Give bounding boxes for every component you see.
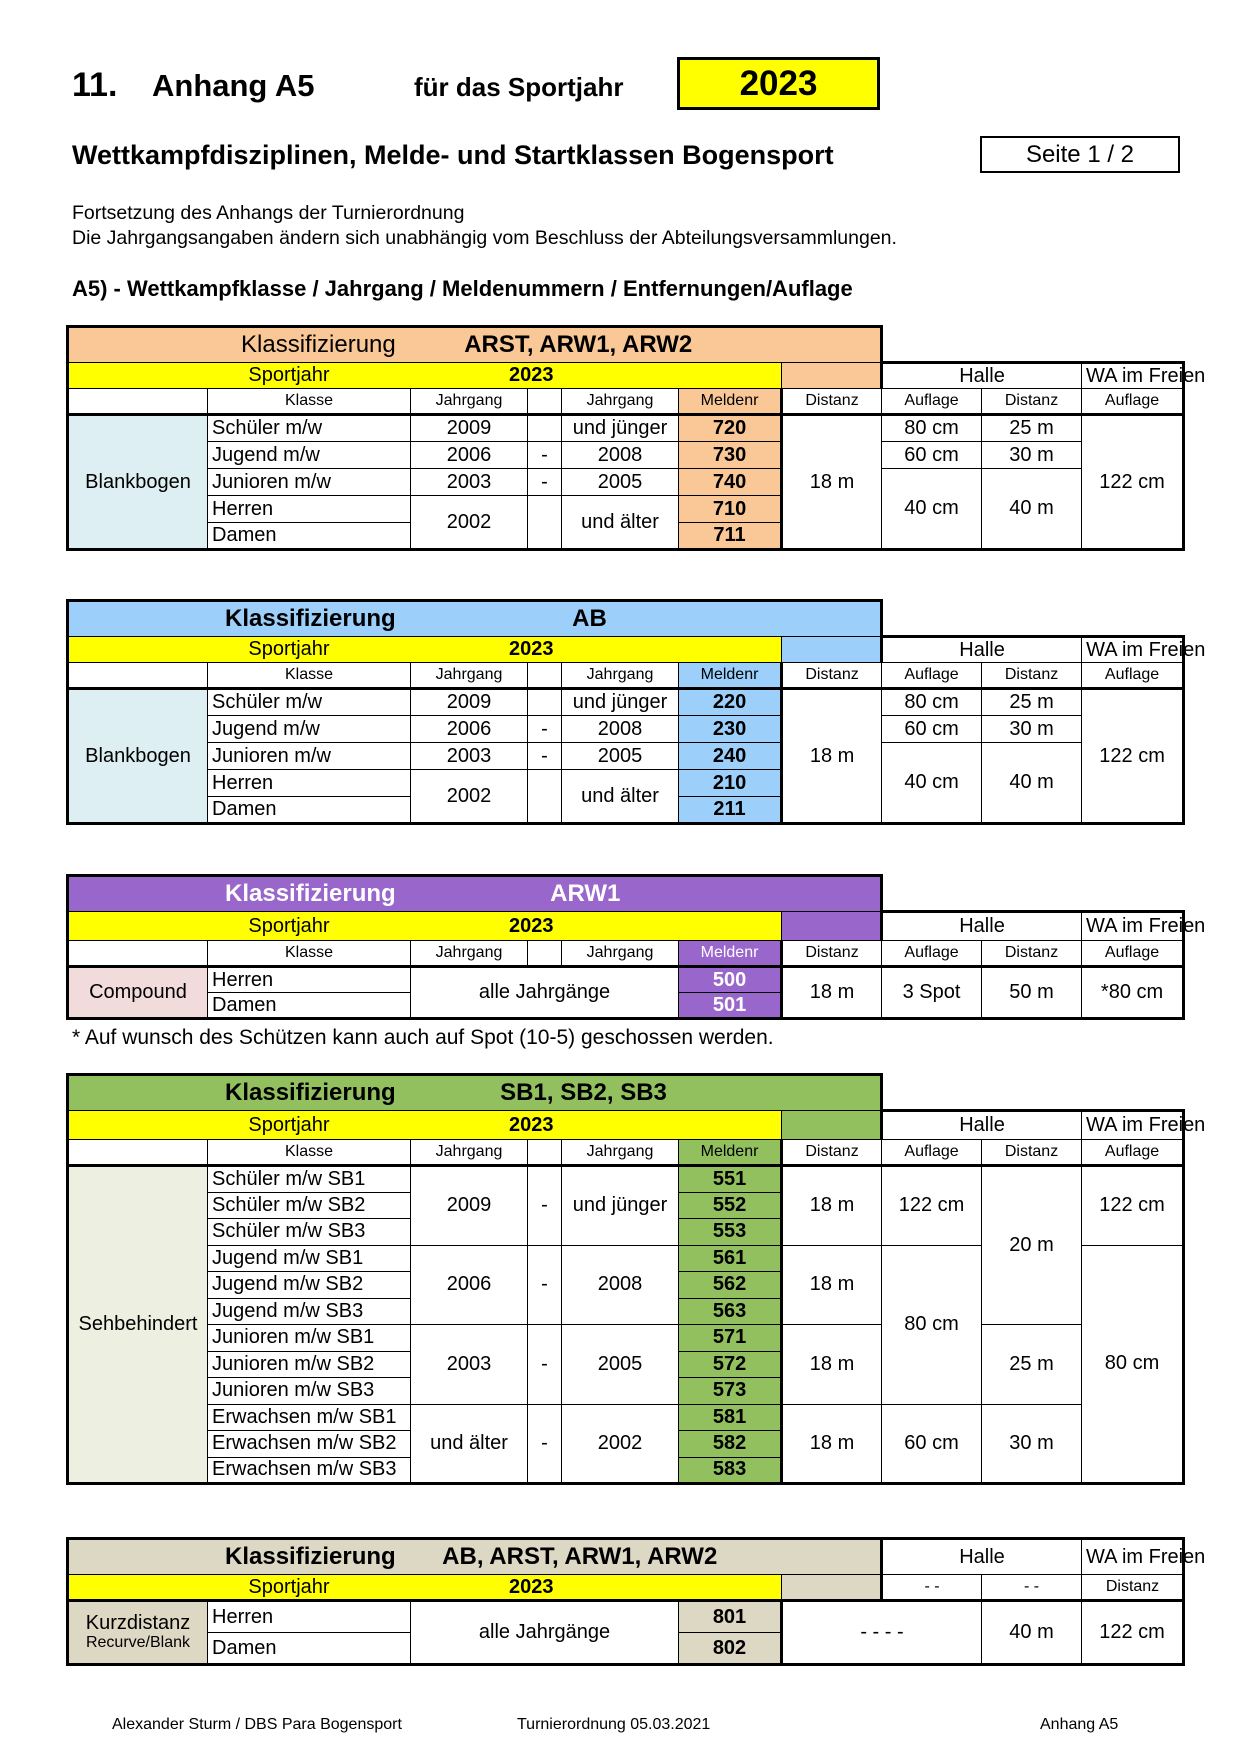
- klasse-cell: Damen: [208, 523, 411, 550]
- sportjahr-row: Sportjahr 2023: [68, 1111, 782, 1140]
- col-distanz: Distanz: [782, 663, 882, 689]
- classification-label: Klassifizierung: [225, 1543, 396, 1570]
- wa-auflage: 122 cm: [1082, 1166, 1184, 1246]
- halle-distanz: 18 m: [782, 1166, 882, 1246]
- col-auflage: Auflage: [1082, 663, 1184, 689]
- category-cell: Blankbogen: [68, 689, 208, 824]
- wa-distanz: 40 m: [982, 743, 1082, 824]
- halle-header: Halle: [882, 1111, 1082, 1140]
- klasse-cell: Schüler m/w SB1: [208, 1166, 411, 1193]
- jahrgang-cell: 2003: [411, 1325, 528, 1405]
- wa-distanz: 30 m: [982, 442, 1082, 469]
- klasse-cell: Junioren m/w: [208, 469, 411, 496]
- col-klasse: Klasse: [208, 1140, 411, 1166]
- jahrgang-cell: 2003: [411, 469, 528, 496]
- wa-distanz: 40 m: [982, 1601, 1082, 1665]
- meldenr-cell: 210: [679, 770, 782, 797]
- klasse-cell: Erwachsen m/w SB3: [208, 1457, 411, 1484]
- meldenr-cell: 240: [679, 743, 782, 770]
- jahrgang-cell: 2002: [562, 1404, 679, 1484]
- meldenr-cell: 740: [679, 469, 782, 496]
- jahrgang-cell: 2002: [411, 770, 528, 824]
- col-distanz: Distanz: [782, 1140, 882, 1166]
- classification-code: AB, ARST, ARW1, ARW2: [442, 1543, 718, 1570]
- classification-header: [68, 1075, 782, 1111]
- col-jahrgang-2: Jahrgang: [562, 1140, 679, 1166]
- halle-header: Halle: [882, 363, 1082, 389]
- klasse-cell: Erwachsen m/w SB1: [208, 1404, 411, 1431]
- col-auflage: Auflage: [882, 941, 982, 967]
- jahrgang-cell: 2002: [411, 496, 528, 550]
- wa-distanz: 20 m: [982, 1166, 1082, 1325]
- klasse-cell: Jugend m/w SB1: [208, 1245, 411, 1272]
- klasse-cell: Junioren m/w: [208, 743, 411, 770]
- col-jahrgang: Jahrgang: [411, 663, 528, 689]
- klasse-cell: Damen: [208, 993, 411, 1019]
- meldenr-cell: 211: [679, 797, 782, 824]
- jahrgang-cell: 2005: [562, 1325, 679, 1405]
- col-distanz: Distanz: [782, 389, 882, 415]
- jahrgang-cell: und älter: [411, 1404, 528, 1484]
- jahrgang-cell: und älter: [562, 496, 679, 550]
- meldenr-cell: 581: [679, 1404, 782, 1431]
- col-distanz: Distanz: [982, 1140, 1082, 1166]
- halle-placeholder: - -: [882, 1575, 982, 1601]
- jahrgang-cell: 2009: [411, 1166, 528, 1246]
- klasse-cell: Schüler m/w SB3: [208, 1219, 411, 1246]
- klasse-cell: Herren: [208, 770, 411, 797]
- meldenr-cell: 220: [679, 689, 782, 716]
- wa-header: WA im Freien: [1082, 637, 1184, 663]
- sportjahr-row: Sportjahr 2023: [68, 637, 782, 663]
- halle-auflage: 80 cm: [882, 689, 982, 716]
- wa-header: WA im Freien: [1082, 1111, 1184, 1140]
- klasse-cell: Jugend m/w: [208, 442, 411, 469]
- jahrgang-cell: alle Jahrgänge: [411, 1601, 679, 1665]
- col-jahrgang: Jahrgang: [411, 941, 528, 967]
- meldenr-cell: 711: [679, 523, 782, 550]
- sportjahr-row: Sportjahr 2023: [68, 912, 782, 941]
- col-distanz: Distanz: [982, 389, 1082, 415]
- meldenr-cell: 563: [679, 1298, 782, 1325]
- col-auflage: Auflage: [1082, 941, 1184, 967]
- intro-line-1: Fortsetzung des Anhangs der Turnierordnung: [72, 202, 465, 224]
- col-distanz: Distanz: [782, 941, 882, 967]
- classification-header: [68, 1539, 782, 1575]
- classification-header: [68, 601, 782, 637]
- meldenr-cell: 571: [679, 1325, 782, 1352]
- table-kurzdistanz: [66, 1537, 1206, 1666]
- wa-header: WA im Freien: [1082, 912, 1184, 941]
- meldenr-cell: 730: [679, 442, 782, 469]
- wa-auflage: 122 cm: [1082, 1601, 1184, 1665]
- meldenr-cell: 572: [679, 1351, 782, 1378]
- classification-label: Klassifizierung: [225, 605, 396, 632]
- col-auflage: Auflage: [1082, 389, 1184, 415]
- meldenr-cell: 551: [679, 1166, 782, 1193]
- classification-label: Klassifizierung: [225, 880, 396, 907]
- meldenr-cell: 710: [679, 496, 782, 523]
- table-sb: Klassifizierung SB1, SB2, SB3 Sportjahr 2023 Halle WA im Freien Klasse Jahrgang Jahrgang Meldenr Distanz Auflage Distanz Auflage Sehbehindert Schüler m/w SB1 2009 - und jünger 551 18 m 122 cm 20 m 122 cm Schüler m/w SB2 552 Schüler m/w SB3 553 Jugend m/w SB1 2006 - 2008 561 18 m 80 cm 80 cm Jugend m/w SB2 562 Jugend m/w SB3 563 Junioren m/w SB1 2003 - 2005 571 18 m 25 m Junioren m/w SB2 572 Junioren m/w SB3 573 Erwachsen m/w SB1 und älter - 2002 581 18 m 60 cm 30 m Erwachsen m/w SB2 582 Erwachsen m/w SB3 583: [66, 1073, 1185, 1485]
- table-ab: Klassifizierung AB Sportjahr 2023 Halle WA im Freien Klasse Jahrgang Jahrgang Meldenr Distanz Auflage Distanz Auflage Blankbogen Schüler m/w 2009 und jünger 220 18 m 80 cm 25 m 122 cm Jugend m/w 2006 - 2008 230 60 cm 30 m Junioren m/w 2003 - 2005 240 40 cm 40 m Herren 2002 und älter 210 Damen 211: [66, 599, 1185, 825]
- halle-auflage: 3 Spot: [882, 967, 982, 1019]
- classification-label: Klassifizierung: [225, 1079, 396, 1106]
- halle-header: Halle: [882, 912, 1082, 941]
- footer-document: Turnierordnung 05.03.2021: [517, 1716, 711, 1733]
- jahrgang-cell: alle Jahrgänge: [411, 967, 679, 1019]
- halle-auflage: 80 cm: [882, 415, 982, 442]
- wa-auflage: 80 cm: [1082, 1245, 1184, 1484]
- meldenr-cell: 501: [679, 993, 782, 1019]
- appendix-title: Anhang A5: [152, 68, 315, 103]
- halle-placeholder: - -: [982, 1575, 1082, 1601]
- category-cell: Blankbogen: [68, 415, 208, 550]
- halle-distanz: 18 m: [782, 1404, 882, 1484]
- intro-text: [72, 201, 897, 251]
- category-sub-label: Recurve/Blank: [85, 1633, 191, 1651]
- halle-header: Halle: [882, 637, 1082, 663]
- klasse-cell: Damen: [208, 797, 411, 824]
- meldenr-cell: 720: [679, 415, 782, 442]
- wa-auflage: 122 cm: [1082, 415, 1184, 550]
- page-title: Wettkampfdisziplinen, Melde- und Startklassen Bogensport: [72, 140, 834, 170]
- col-klasse: Klasse: [208, 389, 411, 415]
- col-distanz: Distanz: [982, 941, 1082, 967]
- halle-auflage: 60 cm: [882, 442, 982, 469]
- klasse-cell: Damen: [208, 1633, 411, 1665]
- jahrgang-cell: 2009: [411, 689, 528, 716]
- halle-auflage: 80 cm: [882, 1245, 982, 1404]
- classification-code: SB1, SB2, SB3: [500, 1079, 667, 1106]
- col-distanz: Distanz: [982, 663, 1082, 689]
- intro-line-2: Die Jahrgangsangaben ändern sich unabhängig vom Beschluss der Abteilungsversammlungen.: [72, 227, 897, 249]
- wa-distanz: 50 m: [982, 967, 1082, 1019]
- meldenr-cell: 562: [679, 1272, 782, 1299]
- klasse-cell: Herren: [208, 1601, 411, 1633]
- halle-distanz: 18 m: [782, 1325, 882, 1405]
- jahrgang-cell: 2008: [562, 1245, 679, 1325]
- classification-code: AB: [572, 605, 607, 632]
- meldenr-cell: 561: [679, 1245, 782, 1272]
- halle-auflage: 60 cm: [882, 716, 982, 743]
- category-cell: Compound: [68, 967, 208, 1019]
- meldenr-cell: 553: [679, 1219, 782, 1246]
- col-meldenr: Meldenr: [679, 1140, 782, 1166]
- wa-distanz: 25 m: [982, 689, 1082, 716]
- halle-auflage: 60 cm: [882, 1404, 982, 1484]
- col-meldenr: Meldenr: [679, 389, 782, 415]
- jahrgang-cell: und jünger: [562, 689, 679, 716]
- wa-auflage: 122 cm: [1082, 689, 1184, 824]
- page-indicator: Seite 1 / 2: [980, 136, 1180, 173]
- jahrgang-cell: 2008: [562, 442, 679, 469]
- meldenr-cell: 573: [679, 1378, 782, 1405]
- jahrgang-cell: 2006: [411, 716, 528, 743]
- table-arst-arw: Klassifizierung ARST, ARW1, ARW2 Sportjahr 2023 Halle WA im Freien Klasse Jahrgang Jahrgang Meldenr Distanz Auflage Distanz Auflage Blankbogen Schüler m/w 2009 und jünger 720 18 m 80 cm 25 m 122 cm Jugend m/w 2006 - 2008 730 60 cm 30 m Junioren m/w 2003 - 2005 740 40 cm 40 m Herren 2002 und älter 710 Damen 711: [66, 325, 1185, 551]
- halle-distanz: 18 m: [782, 967, 882, 1019]
- klasse-cell: Junioren m/w SB1: [208, 1325, 411, 1352]
- jahrgang-cell: 2006: [411, 442, 528, 469]
- jahrgang-cell: 2008: [562, 716, 679, 743]
- col-auflage: Auflage: [882, 663, 982, 689]
- col-meldenr: Meldenr: [679, 663, 782, 689]
- halle-auflage: 122 cm: [882, 1166, 982, 1246]
- meldenr-cell: 552: [679, 1192, 782, 1219]
- classification-header: [68, 327, 782, 363]
- col-jahrgang: Jahrgang: [411, 389, 528, 415]
- meldenr-cell: 583: [679, 1457, 782, 1484]
- klasse-cell: Jugend m/w SB3: [208, 1298, 411, 1325]
- col-jahrgang-2: Jahrgang: [562, 663, 679, 689]
- section-heading: A5) - Wettkampfklasse / Jahrgang / Meldenummern / Entfernungen/Auflage: [72, 276, 853, 301]
- col-distanz: Distanz: [1082, 1575, 1184, 1601]
- wa-distanz: 30 m: [982, 716, 1082, 743]
- year-box: 2023: [677, 57, 880, 110]
- klasse-cell: Herren: [208, 967, 411, 993]
- klasse-cell: Schüler m/w: [208, 415, 411, 442]
- jahrgang-cell: und älter: [562, 770, 679, 824]
- classification-label: Klassifizierung: [241, 331, 396, 358]
- classification-header: [68, 876, 782, 912]
- col-jahrgang: Jahrgang: [411, 1140, 528, 1166]
- meldenr-cell: 802: [679, 1633, 782, 1665]
- halle-distanz: 18 m: [782, 415, 882, 550]
- meldenr-cell: 582: [679, 1431, 782, 1458]
- jahrgang-cell: 2003: [411, 743, 528, 770]
- col-auflage: Auflage: [882, 1140, 982, 1166]
- wa-header: WA im Freien: [1082, 363, 1184, 389]
- meldenr-cell: 500: [679, 967, 782, 993]
- wa-distanz: 40 m: [982, 469, 1082, 550]
- category-cell: Sehbehindert: [68, 1166, 208, 1484]
- halle-auflage: 40 cm: [882, 469, 982, 550]
- meldenr-cell: 230: [679, 716, 782, 743]
- jahrgang-cell: und jünger: [562, 1166, 679, 1246]
- footnote: * Auf wunsch des Schützen kann auch auf Spot (10-5) geschossen werden.: [72, 1026, 774, 1049]
- klasse-cell: Jugend m/w SB2: [208, 1272, 411, 1299]
- jahrgang-cell: 2005: [562, 743, 679, 770]
- col-auflage: Auflage: [1082, 1140, 1184, 1166]
- wa-distanz: 25 m: [982, 1325, 1082, 1405]
- footer-author: Alexander Sturm / DBS Para Bogensport: [112, 1716, 402, 1733]
- wa-header: WA im Freien: [1082, 1539, 1184, 1575]
- classification-code: ARW1: [550, 880, 621, 907]
- klasse-cell: Schüler m/w SB2: [208, 1192, 411, 1219]
- col-auflage: Auflage: [882, 389, 982, 415]
- wa-distanz: 30 m: [982, 1404, 1082, 1484]
- sportjahr-row: Sportjahr 2023: [68, 1575, 782, 1601]
- jahrgang-cell: 2009: [411, 415, 528, 442]
- jahrgang-cell: 2005: [562, 469, 679, 496]
- table-arw1: [66, 874, 1206, 1020]
- jahrgang-cell: und jünger: [562, 415, 679, 442]
- halle-header: Halle: [882, 1539, 1082, 1575]
- category-label: Kurzdistanz: [85, 1611, 191, 1634]
- klasse-cell: Herren: [208, 496, 411, 523]
- col-klasse: Klasse: [208, 663, 411, 689]
- klasse-cell: Junioren m/w SB2: [208, 1351, 411, 1378]
- halle-auflage: 40 cm: [882, 743, 982, 824]
- col-meldenr: Meldenr: [679, 941, 782, 967]
- col-jahrgang-2: Jahrgang: [562, 389, 679, 415]
- category-cell: [68, 1601, 208, 1665]
- chapter-number: 11.: [72, 66, 118, 104]
- col-klasse: Klasse: [208, 941, 411, 967]
- col-jahrgang-2: Jahrgang: [562, 941, 679, 967]
- jahrgang-cell: 2006: [411, 1245, 528, 1325]
- klasse-cell: Jugend m/w: [208, 716, 411, 743]
- sportjahr-label: für das Sportjahr: [414, 72, 624, 102]
- klasse-cell: Junioren m/w SB3: [208, 1378, 411, 1405]
- wa-distanz: 25 m: [982, 415, 1082, 442]
- halle-value: - - - -: [782, 1601, 982, 1665]
- klasse-cell: Erwachsen m/w SB2: [208, 1431, 411, 1458]
- footer-appendix: Anhang A5: [1040, 1716, 1119, 1733]
- classification-code: ARST, ARW1, ARW2: [464, 331, 693, 358]
- klasse-cell: Schüler m/w: [208, 689, 411, 716]
- meldenr-cell: 801: [679, 1601, 782, 1633]
- sportjahr-row: Sportjahr 2023: [68, 363, 782, 389]
- halle-distanz: 18 m: [782, 1245, 882, 1325]
- halle-distanz: 18 m: [782, 689, 882, 824]
- wa-auflage: *80 cm: [1082, 967, 1184, 1019]
